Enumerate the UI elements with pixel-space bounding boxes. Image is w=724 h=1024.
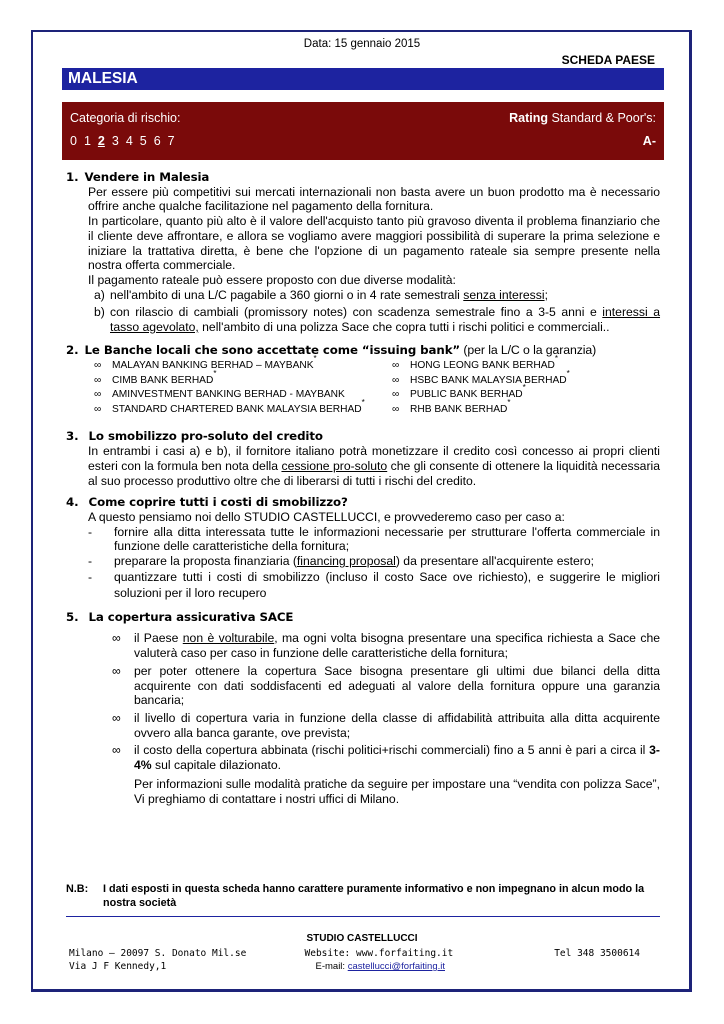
bank-item: ∞ CIMB BANK BERHAD * xyxy=(94,374,392,389)
infinity-bullet-icon: ∞ xyxy=(94,403,102,415)
bank-item: ∞ PUBLIC BANK BERHAD * xyxy=(392,388,622,403)
payment-option-b: b) con rilascio di cambiali (promissory notes) con scadenza semestrale fino a 3-5 anni e interessi a tasso agevolato, nell'ambito di una polizza Sace che copra tutti i rischi politici e commerciali.. xyxy=(94,305,661,335)
infinity-bullet-icon: ∞ xyxy=(112,631,121,646)
payment-option-a: a) nell'ambito di una L/C pagabile a 360 giorni o in 4 rate semestrali senza interessi; xyxy=(94,287,548,302)
document-date: Data: 15 gennaio 2015 xyxy=(303,38,421,50)
bank-item: ∞ MALAYAN BANKING BERHAD – MAYBANK * xyxy=(94,359,392,374)
footer-company-name: STUDIO CASTELLUCCI xyxy=(306,933,418,944)
sace-closing: Per informazioni sulle modalità pratiche da seguire per impostare una “vendita con polizza Sace”, Vi preghiamo di contattare i nostri uffici di Milano. xyxy=(134,776,660,806)
service-item: - fornire alla ditta interessata tutte le informazioni necessarie per strutturare l'offerta commerciale in funzione delle caratteristiche della fornitura; xyxy=(88,524,660,554)
infinity-bullet-icon: ∞ xyxy=(392,389,400,401)
infinity-bullet-icon: ∞ xyxy=(392,360,400,372)
bank-item: ∞ STANDARD CHARTERED BANK MALAYSIA BERHAD * xyxy=(94,403,392,418)
bank-item: ∞ HSBC BANK MALAYSIA BERHAD * xyxy=(392,374,622,389)
section-5-heading: 5. La copertura assicurativa SACE xyxy=(66,609,294,624)
email-link[interactable]: castellucci@forfaiting.it xyxy=(347,961,445,972)
sace-coverage-list xyxy=(66,631,660,806)
services-list xyxy=(66,525,660,601)
section-1-heading: 1. Vendere in Malesia xyxy=(66,170,210,184)
s1-paragraph-3: Il pagamento rateale può essere proposto con due diverse modalità: xyxy=(88,272,456,287)
risk-scale xyxy=(70,134,182,148)
country-name: MALESIA xyxy=(68,70,138,87)
footer-divider xyxy=(66,916,660,917)
infinity-bullet-icon: ∞ xyxy=(94,389,102,401)
document-type: SCHEDA PAESE xyxy=(561,53,655,67)
sace-item: ∞ il livello di copertura varia in funzione della classe di affidabilità attribuita alla ditta acquirente ovvero alla banca garante, ove prevista; xyxy=(112,710,660,740)
bank-item: ∞ HONG LEONG BANK BERHAD * xyxy=(392,359,622,374)
sace-item: ∞ per poter ottenere la copertura Sace bisogna presentare gli ultimi due bilanci della ditta acquirente con dati soddisfacenti ed adeguati al valore della fornitura oppure una garanzia bancaria; xyxy=(112,663,660,708)
infinity-bullet-icon: ∞ xyxy=(112,663,121,678)
country-title-bar xyxy=(62,68,664,90)
issuing-banks-list xyxy=(66,354,660,417)
section-3-heading: 3. Lo smobilizzo pro-soluto del credito xyxy=(66,429,323,444)
disclaimer-note: N.B: I dati esposti in questa scheda hanno carattere puramente informativo e non impegnano in alcun modo la nostra società xyxy=(66,883,645,909)
section-3-body: In entrambi i casi a) e b), il fornitore italiano potrà monetizzare il credito così concesso ai propri clienti esteri con la formula ben nota della cessione pro-soluto che gli consente di ottenere la liquidità necessaria al suo processo produttivo oltre che di liberarsi di tutti i rischi del credito. xyxy=(88,444,661,488)
footer-email: E-mail: castellucci@forfaiting.it xyxy=(315,961,445,972)
footer-address-line-2: Via J F Kennedy,1 xyxy=(69,961,167,972)
infinity-bullet-icon: ∞ xyxy=(392,374,400,386)
risk-scale-5: 5 xyxy=(139,133,147,148)
service-item: - quantizzare tutti i costi di smobilizzo (incluso il costo Sace ove richiesto), e suggerire le migliori soluzioni per il loro recupero xyxy=(88,569,660,600)
risk-scale-6: 6 xyxy=(153,133,161,148)
footer-website: Website: www.forfaiting.it xyxy=(304,948,454,959)
main-content xyxy=(66,170,660,809)
risk-scale-1: 1 xyxy=(83,133,91,148)
risk-category-label: Categoria di rischio: xyxy=(70,110,181,125)
footer-phone: Tel 348 3500614 xyxy=(554,948,640,959)
section-4-heading: 4. Come coprire tutti i costi di smobilizzo? xyxy=(66,495,348,510)
infinity-bullet-icon: ∞ xyxy=(112,710,121,725)
sace-item: ∞ il costo della copertura abbinata (rischi politici+rischi commerciali) fino a 5 anni è pari a circa il 3-4% sul capitale dilazionato. xyxy=(112,743,660,773)
payment-options-list xyxy=(66,288,660,335)
infinity-bullet-icon: ∞ xyxy=(392,403,400,415)
infinity-bullet-icon: ∞ xyxy=(94,360,102,372)
section-4-intro: A questo pensiamo noi dello STUDIO CASTELLUCCI, e provvederemo caso per caso a: xyxy=(88,509,565,524)
s1-paragraph-2: In particolare, quanto più alto è il valore dell'acquisto tanto più gravoso diventa il problema finanziario che il cliente deve affrontare, e allora se vogliamo avere maggiori possibilità di superare la prima selezione e iniziare la trattativa diretta, è bene che l'opzione di un pagamento rateale sia sempre presente nella nostra offerta commerciale. xyxy=(88,214,660,273)
risk-scale-0: 0 xyxy=(70,133,77,148)
s1-paragraph-1: Per essere più competitivi sui mercati internazionali non basta avere un buon prodotto ma è necessario offrire anche qualche facilitazione nel pagamento della fornitura. xyxy=(88,184,660,214)
risk-scale-3: 3 xyxy=(111,133,119,148)
service-item: - preparare la proposta finanziaria (financing proposal) da presentare all'acquirente estero; xyxy=(88,554,594,569)
risk-scale-7: 7 xyxy=(167,133,175,148)
rating-label: Rating Standard & Poor's: xyxy=(509,110,656,125)
rating-value: A- xyxy=(642,133,656,148)
bank-item: ∞ RHB BANK BERHAD * xyxy=(392,403,622,418)
footer-address-line-1: Milano – 20097 S. Donato Mil.se xyxy=(69,948,247,959)
risk-scale-4: 4 xyxy=(125,133,133,148)
footer xyxy=(69,947,640,973)
infinity-bullet-icon: ∞ xyxy=(112,743,121,758)
sace-item: ∞ il Paese non è volturabile, ma ogni volta bisogna presentare una specifica richiesta a Sace che valuterà caso per caso in funzione delle caratteristiche della fornitura; xyxy=(112,631,660,661)
section-2-heading: 2. Le Banche locali che sono accettate come “issuing bank” (per la L/C o la garanzia) xyxy=(66,342,597,357)
bank-item: ∞ AMINVESTMENT BANKING BERHAD - MAYBANK xyxy=(94,388,392,403)
section-1-body xyxy=(66,185,660,288)
risk-scale-2-selected: 2 xyxy=(97,133,105,148)
infinity-bullet-icon: ∞ xyxy=(94,374,102,386)
risk-panel xyxy=(62,102,664,160)
